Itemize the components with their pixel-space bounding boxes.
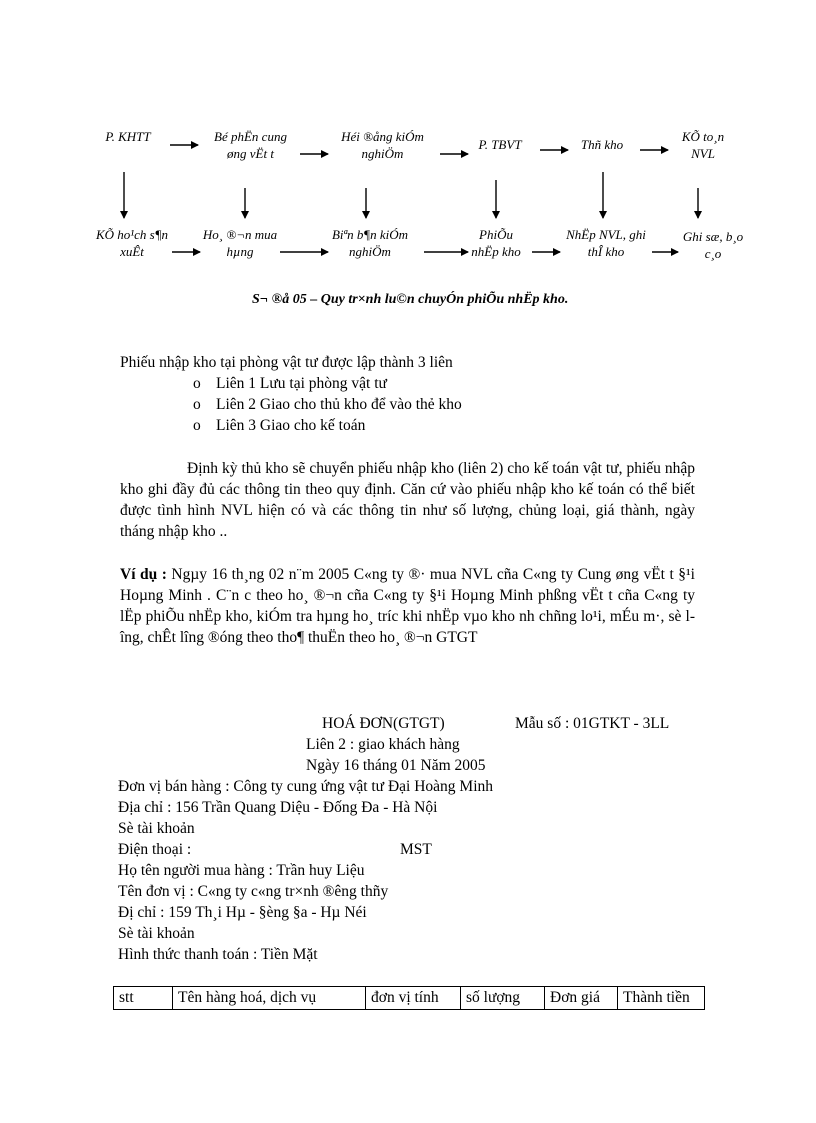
bullet-marker: o — [193, 417, 201, 434]
body-paragraph: Định kỳ thủ kho sẽ chuyển phiếu nhập kho (liên 2) cho kế toán vật tư, phiếu nhập kho ghi đầy đủ các thông tin theo quy định. Căn cứ vào phiếu nhập kho kế toán có thể biết được tình hình NVL hiện có và các thông tin như số lượng, chủng loại, giá thành, ngày tháng nhập kho .. — [120, 460, 695, 540]
tax-code-label: MST — [400, 841, 432, 858]
buyer-account: Sè tài khoản — [118, 925, 195, 942]
invoice-form-number: Mẫu số : 01GTKT - 3LL — [515, 715, 670, 732]
bullet-text: Liên 2 Giao cho thủ kho để vào thẻ kho — [216, 396, 462, 413]
invoice-date: Ngày 16 tháng 01 Năm 2005 — [306, 757, 486, 774]
col-quantity: số lượng — [461, 987, 545, 1010]
flow-node-production-plan: KÕ ho¹ch s¶n xuÊt — [95, 227, 169, 259]
example-paragraph — [120, 564, 695, 648]
flow-node-inspection-report: Biªn b¶n kiÓm nghiÖm — [331, 227, 409, 259]
invoice-copy: Liên 2 : giao khách hàng — [306, 736, 460, 753]
flow-caption: S¬ ®å 05 – Quy tr×nh lu©n chuyÓn phiÕu nhËp kho. — [252, 292, 569, 307]
col-amount: Thành tiền — [618, 987, 705, 1010]
table-header-row — [114, 987, 705, 1010]
buyer-unit: Tên đơn vị : C«ng ty c«ng tr×nh ®êng thñy — [118, 883, 389, 900]
seller-account: Sè tài khoản — [118, 820, 195, 837]
col-item-name: Tên hàng hoá, dịch vụ — [173, 987, 366, 1010]
example-label: Ví dụ : — [120, 566, 167, 583]
bullet-marker: o — [193, 375, 201, 392]
flow-node-purchasing: Bé phËn cung øng vËt t — [214, 129, 287, 161]
bullet-marker: o — [193, 396, 201, 413]
payment-method: Hình thức thanh toán : Tiền Mặt — [118, 946, 318, 963]
buyer-name: Họ tên người mua hàng : Trần huy Liệu — [118, 862, 365, 879]
seller-address: Địa chỉ : 156 Trần Quang Diệu - Đống Đa - Hà Nội — [118, 799, 438, 816]
intro-text: Phiếu nhập kho tại phòng vật tư được lập thành 3 liên — [120, 354, 453, 371]
bullet-text: Liên 3 Giao cho kế toán — [216, 417, 366, 434]
invoice-title: HOÁ ĐƠN(GTGT) — [322, 715, 445, 732]
seller-name: Đơn vị bán hàng : Công ty cung ứng vật tư Đại Hoàng Minh — [118, 778, 493, 795]
list-item — [193, 373, 387, 394]
flow-node-purchase-invoice: Ho¸ ®¬n mua hµng — [202, 227, 278, 259]
seller-phone: Điện thoại : — [118, 841, 192, 858]
col-unit: đơn vị tính — [366, 987, 461, 1010]
list-item — [193, 415, 366, 436]
list-item — [193, 394, 462, 415]
col-stt: stt — [114, 987, 173, 1010]
bullet-text: Liên 1 Lưu tại phòng vật tư — [216, 375, 387, 392]
example-text: Ngµy 16 th¸ng 02 n¨m 2005 C«ng ty ®· mua NVL cña C«ng ty Cung øng vËt t §¹i Hoµng Minh . C¨n c theo ho¸ ®¬n cña C«ng ty §¹i Hoµng Minh phßng vËt t cña C«ng ty lËp phiÕu nhËp kho, kiÓm tra hµng ho¸ tríc khi nhËp vµo kho nh chñng lo¹i, mÉu m·, sè lîng, chÊt lîng ®óng theo tho¶ thuËn theo ho¸ ®¬n GTGT — [120, 566, 695, 646]
invoice-table — [113, 986, 705, 1010]
flow-node-receipt-slip: PhiÕu nhËp kho — [471, 227, 521, 259]
col-unit-price: Đơn giá — [545, 987, 618, 1010]
flow-node-inspection-board: Héi ®ång kiÓm nghiÖm — [341, 129, 424, 161]
flow-node-material-accountant: KÕ to¸n NVL — [681, 129, 725, 161]
buyer-address: Đị chỉ : 159 Th¸i Hµ - §èng §a - Hµ Néi — [118, 904, 367, 921]
flow-node-report: Ghi sæ, b¸o c¸o — [682, 229, 744, 261]
flow-node-stock-card: NhËp NVL, ghi thÎ kho — [566, 227, 646, 259]
flow-node-p-tbvt: P. TBVT — [478, 137, 522, 152]
flow-node-p-khtt: P. KHTT — [105, 129, 151, 144]
flow-node-storekeeper: Thñ kho — [580, 137, 624, 152]
